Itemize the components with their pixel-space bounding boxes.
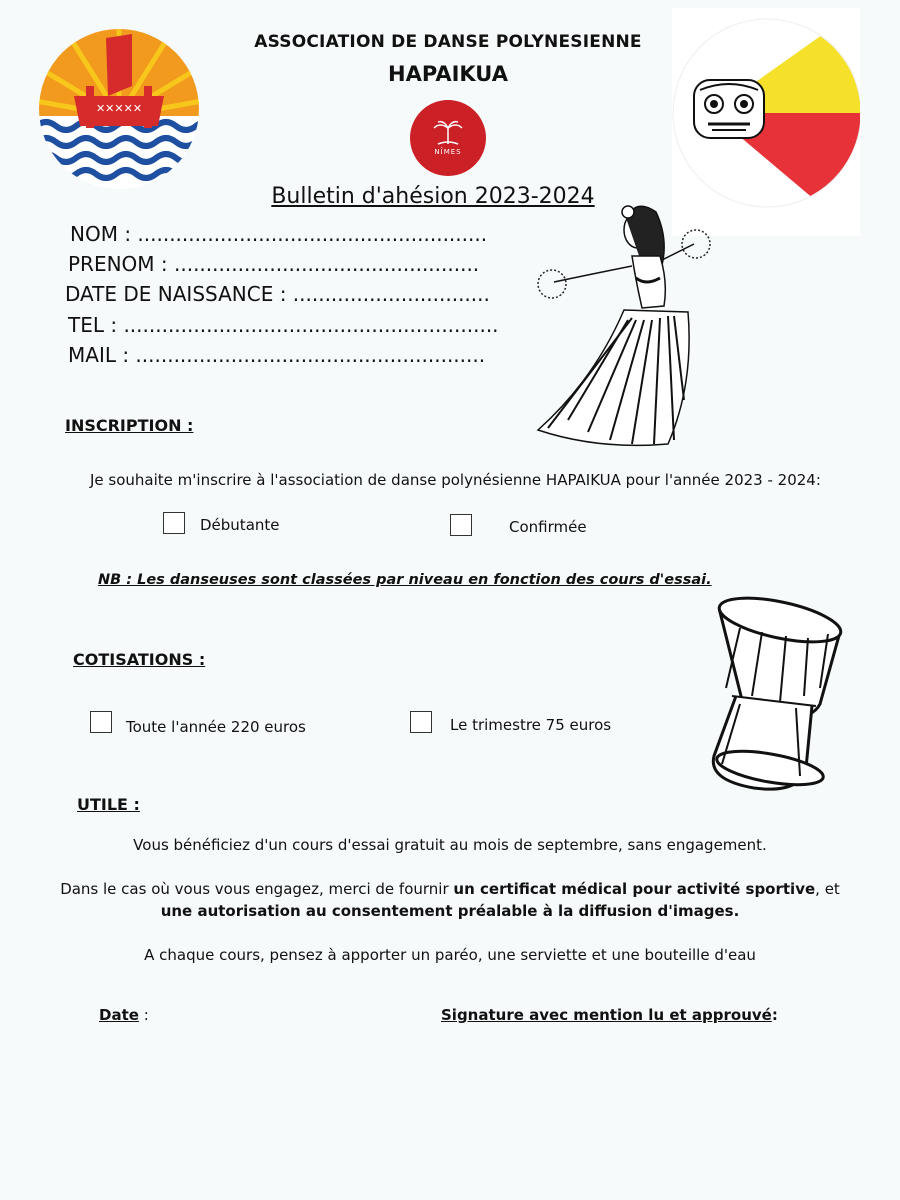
tiki-face-icon (694, 80, 764, 138)
signature-suffix: : (771, 1006, 778, 1024)
field-mail[interactable]: MAIL : ....................................................... (68, 343, 486, 367)
confirmee-checkbox[interactable] (450, 514, 472, 536)
trimestre-checkbox[interactable] (410, 711, 432, 733)
association-title: ASSOCIATION DE DANSE POLYNESIENNE (254, 32, 642, 52)
utile-engagement-part1: Dans le cas où vous vous engagez, merci de fournir (60, 880, 454, 898)
inscription-text: Je souhaite m'inscrire à l'association de danse polynésienne HAPAIKUA pour l'année 2023 - 2024: (90, 471, 821, 489)
cotisations-heading: COTISATIONS : (73, 650, 206, 669)
nimes-logo (410, 100, 486, 176)
hula-dancer-illustration (528, 200, 718, 460)
signature-field[interactable] (441, 1006, 778, 1024)
bulletin-title: Bulletin d'ahésion 2023-2024 (271, 184, 595, 209)
association-name: HAPAIKUA (388, 62, 508, 86)
signature-label: Signature avec mention lu et approuvé (441, 1006, 772, 1024)
utile-apporter-text: A chaque cours, pensez à apporter un paréo, une serviette et une bouteille d'eau (144, 946, 756, 964)
field-nom[interactable]: NOM : ....................................................... (70, 222, 488, 246)
utile-heading: UTILE : (77, 795, 140, 814)
field-date-naissance[interactable]: DATE DE NAISSANCE : ............................... (65, 282, 490, 306)
date-suffix: : (138, 1006, 149, 1024)
autorisation-text (0, 902, 900, 920)
annee-checkbox[interactable] (90, 711, 112, 733)
field-tel[interactable]: TEL : ........................................................... (68, 313, 499, 337)
djembe-drum-illustration (696, 592, 846, 800)
date-field[interactable] (99, 1006, 149, 1024)
date-label: Date (99, 1006, 139, 1024)
utile-engagement-text (0, 880, 900, 898)
field-prenom[interactable]: PRENOM : ................................................ (68, 252, 480, 276)
nimes-logo-text: NÎMES (434, 148, 462, 156)
palm-tree-icon (410, 100, 486, 176)
nb-note: NB : Les danseuses sont classées par niveau en fonction des cours d'essai. (98, 572, 712, 588)
svg-text:✕✕✕✕✕: ✕✕✕✕✕ (95, 102, 143, 115)
certificat-medical-text: un certificat médical pour activité sportive (453, 880, 816, 898)
trimestre-label: Le trimestre 75 euros (450, 716, 612, 734)
utile-essai-text: Vous bénéficiez d'un cours d'essai gratuit au mois de septembre, sans engagement. (133, 836, 767, 854)
confirmee-label: Confirmée (509, 518, 587, 536)
debutante-checkbox[interactable] (163, 512, 185, 534)
inscription-heading: INSCRIPTION : (65, 416, 194, 435)
debutante-label: Débutante (200, 516, 280, 534)
annee-label: Toute l'année 220 euros (126, 718, 306, 736)
autorisation-bold: une autorisation au consentement préalable à la diffusion d'images. (160, 902, 740, 920)
utile-engagement-part2: , et (815, 880, 840, 898)
